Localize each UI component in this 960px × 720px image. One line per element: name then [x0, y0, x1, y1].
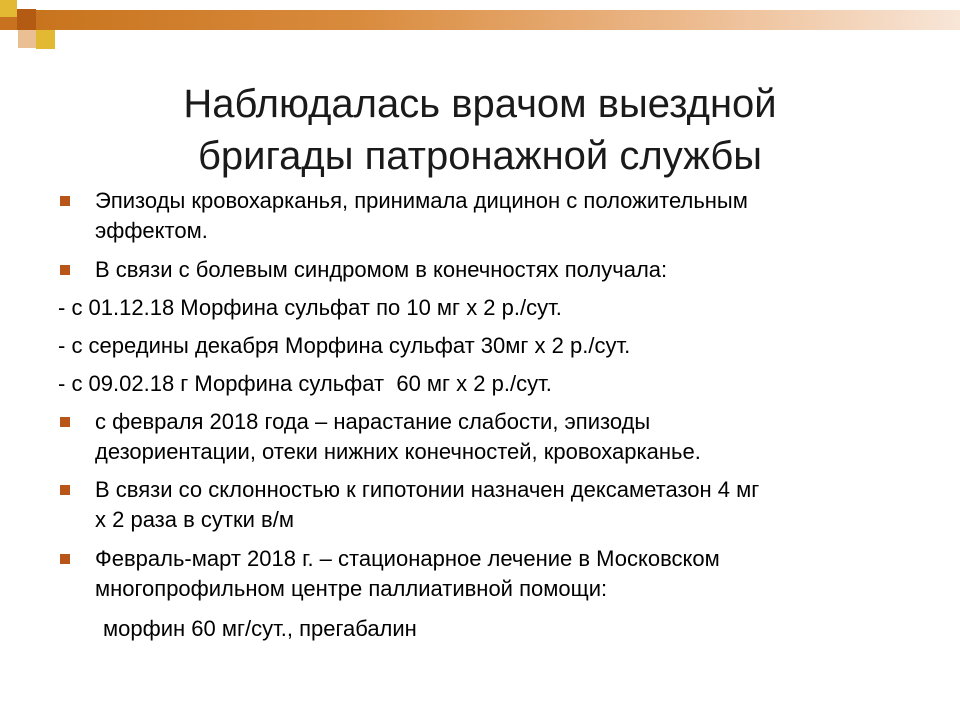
- bullet-marker: [60, 417, 70, 427]
- list-item-text: [95, 544, 915, 604]
- header-gradient-bar: [36, 10, 960, 30]
- text-line: дезориентации, отеки нижних конечностей, кровохарканье.: [95, 439, 701, 464]
- decor-square: [36, 30, 55, 49]
- text-line: Эпизоды кровохарканья, принимала дицинон с положительным: [95, 188, 748, 213]
- dash-item-text: - с середины декабря Морфина сульфат 30мг х 2 р./сут.: [58, 333, 631, 358]
- title-line-1: Наблюдалась врачом выездной: [183, 82, 777, 126]
- indented-item-text: морфин 60 мг/сут., прегабалин: [103, 616, 417, 641]
- text-line: В связи с болевым синдромом в конечностях получала:: [95, 257, 668, 282]
- slide-title: [70, 78, 890, 182]
- title-line-2: бригады патронажной службы: [197, 134, 763, 178]
- list-item-text: [95, 475, 915, 535]
- text-line: многопрофильном центре паллиативной помощи:: [95, 576, 608, 601]
- decor-square: [0, 0, 17, 17]
- list-item-text: [95, 255, 915, 285]
- text-line: эффектом.: [95, 218, 208, 243]
- dash-item-text: - с 09.02.18 г Морфина сульфат 60 мг х 2 р./сут.: [58, 371, 552, 396]
- text-line: Февраль-март 2018 г. – стационарное лечение в Московском: [95, 546, 720, 571]
- text-line: В связи со склонностью к гипотонии назначен дексаметазон 4 мг: [95, 477, 760, 502]
- dash-item-text: - с 01.12.18 Морфина сульфат по 10 мг х 2 р./сут.: [58, 295, 562, 320]
- list-item-text: [95, 186, 915, 246]
- decor-square: [18, 30, 36, 48]
- text-line: с февраля 2018 года – нарастание слабости, эпизоды: [95, 409, 651, 434]
- bullet-marker: [60, 554, 70, 564]
- decor-square: [17, 9, 36, 30]
- bullet-marker: [60, 265, 70, 275]
- list-item-text: [95, 407, 915, 467]
- decor-square: [0, 17, 17, 30]
- bullet-marker: [60, 485, 70, 495]
- bullet-marker: [60, 196, 70, 206]
- text-line: х 2 раза в сутки в/м: [95, 507, 294, 532]
